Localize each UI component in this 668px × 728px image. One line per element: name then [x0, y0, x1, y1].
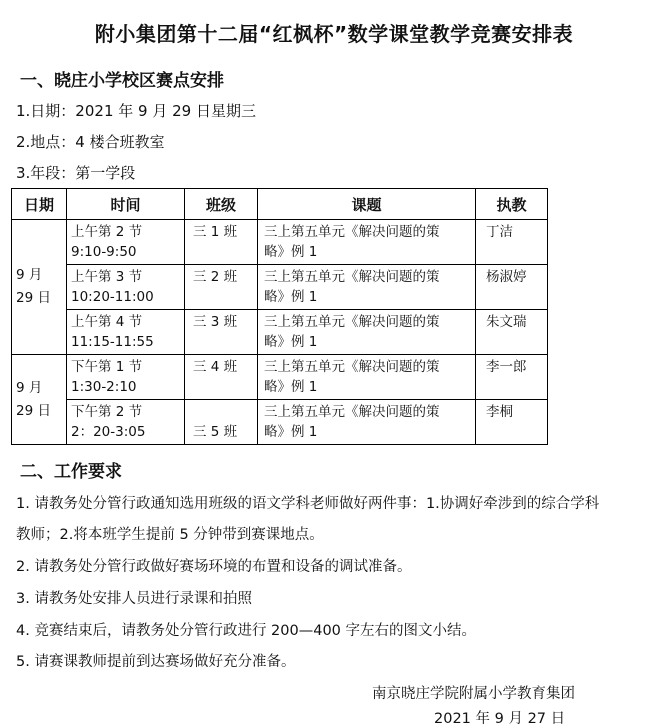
topic-line1: 三上第五单元《解决问题的策: [264, 359, 440, 375]
teacher-cell: 朱文瑞: [476, 310, 548, 355]
signature-org: 南京晓庄学院附属小学教育集团: [372, 686, 575, 702]
requirement-5: 5. 请赛课教师提前到达赛场做好充分准备。: [16, 654, 296, 670]
topic-line2: 略》例 1: [264, 244, 318, 260]
period-label: 下午第 2 节: [71, 404, 143, 420]
teacher-cell: 李桐: [476, 400, 548, 445]
time-cell: [67, 355, 185, 400]
date-month: 9 月: [16, 267, 43, 283]
topic-line2: 略》例 1: [264, 424, 318, 440]
section2-heading: 二、工作要求: [20, 462, 122, 482]
period-label: 上午第 4 节: [71, 314, 143, 330]
schedule-table: [11, 188, 548, 445]
table-row: [12, 310, 548, 355]
topic-line1: 三上第五单元《解决问题的策: [264, 314, 440, 330]
class-cell: 三 1 班: [185, 220, 258, 265]
table-row: [12, 355, 548, 400]
info-location: 2.地点：4 楼合班教室: [16, 133, 165, 151]
time-cell: [67, 310, 185, 355]
date-day: 29 日: [16, 402, 51, 419]
period-label: 上午第 2 节: [71, 224, 143, 240]
topic-cell: [258, 220, 476, 265]
topic-line2: 略》例 1: [264, 289, 318, 305]
class-cell: 三 3 班: [185, 310, 258, 355]
requirement-1-cont: 教师；2.将本班学生提前 5 分钟带到赛课地点。: [16, 527, 324, 543]
signature-date: 2021 年 9 月 27 日: [434, 711, 566, 727]
period-label: 上午第 3 节: [71, 269, 143, 285]
teacher-cell: 丁洁: [476, 220, 548, 265]
header-date: 日期: [12, 189, 67, 220]
table-row: [12, 265, 548, 310]
class-cell: 三 5 班: [185, 400, 258, 445]
requirement-2: 2. 请教务处分管行政做好赛场环境的布置和设备的调试准备。: [16, 559, 412, 575]
time-range: 11:15-11:55: [71, 334, 154, 350]
table-row: [12, 400, 548, 445]
time-range: 9:10-9:50: [71, 244, 137, 260]
header-time: 时间: [67, 189, 185, 220]
date-cell: [12, 220, 67, 355]
time-cell: [67, 265, 185, 310]
requirement-1: 1. 请教务处分管行政通知选用班级的语文学科老师做好两件事：1.协调好牵涉到的综合学科: [16, 496, 600, 512]
table-row: [12, 220, 548, 265]
time-range: 1:30-2:10: [71, 379, 137, 395]
topic-line2: 略》例 1: [264, 379, 318, 395]
class-cell: 三 2 班: [185, 265, 258, 310]
date-day: 29 日: [16, 290, 51, 306]
topic-line1: 三上第五单元《解决问题的策: [264, 224, 440, 240]
section1-heading: 一、晓庄小学校区赛点安排: [20, 71, 224, 91]
document-title: 附小集团第十二届“红枫杯”数学课堂教学竞赛安排表: [94, 22, 574, 46]
time-cell: [67, 220, 185, 265]
header-class: 班级: [185, 189, 258, 220]
requirement-4: 4. 竞赛结束后，请教务处分管行政进行 200—400 字左右的图文小结。: [16, 623, 477, 639]
date-cell: [12, 355, 67, 445]
topic-line1: 三上第五单元《解决问题的策: [264, 269, 440, 285]
requirement-3: 3. 请教务处安排人员进行录课和拍照: [16, 591, 252, 607]
time-range: 2：20-3:05: [71, 424, 146, 440]
topic-cell: [258, 310, 476, 355]
topic-cell: [258, 355, 476, 400]
topic-line1: 三上第五单元《解决问题的策: [264, 404, 440, 420]
topic-cell: [258, 400, 476, 445]
time-cell: [67, 400, 185, 445]
period-label: 下午第 1 节: [71, 359, 143, 375]
time-range: 10:20-11:00: [71, 289, 154, 305]
table-header-row: [12, 189, 548, 220]
header-teacher: 执教: [476, 189, 548, 220]
info-grade: 3.年段：第一学段: [16, 164, 136, 182]
class-cell: 三 4 班: [185, 355, 258, 400]
topic-line2: 略》例 1: [264, 334, 318, 350]
date-month: 9 月: [16, 379, 43, 396]
info-date: 1.日期：2021 年 9 月 29 日星期三: [16, 102, 256, 120]
topic-cell: [258, 265, 476, 310]
teacher-cell: 李一郎: [476, 355, 548, 400]
header-topic: 课题: [258, 189, 476, 220]
teacher-cell: 杨淑婷: [476, 265, 548, 310]
